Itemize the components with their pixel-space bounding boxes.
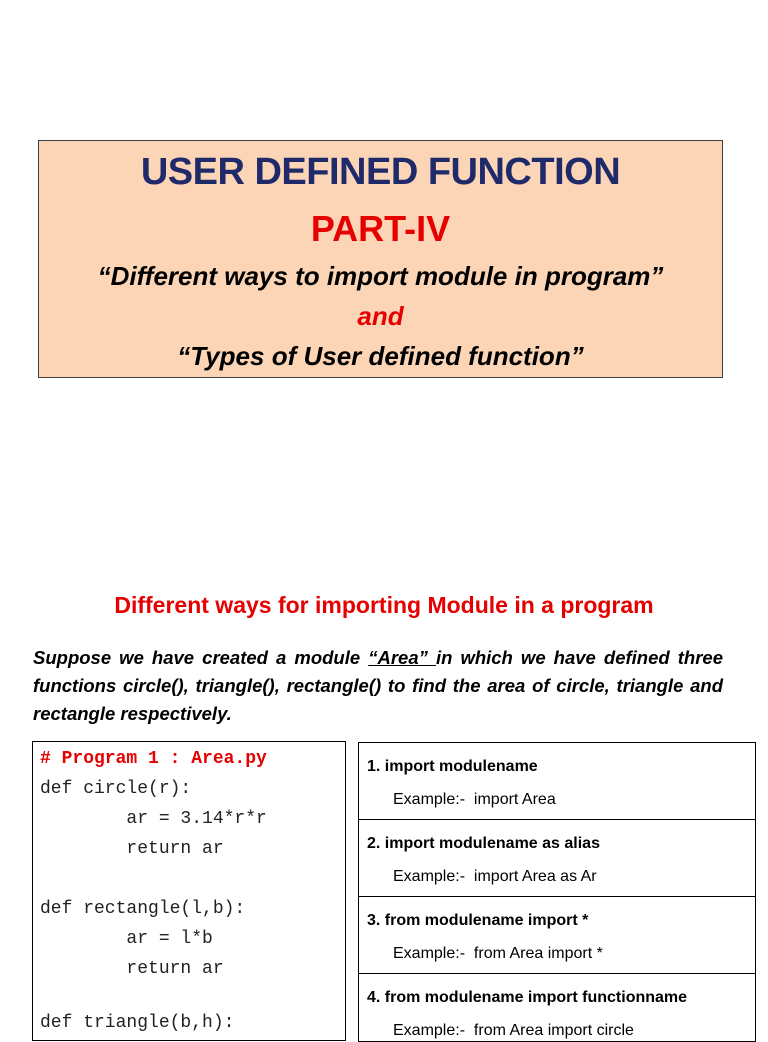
import-method-item xyxy=(359,897,755,974)
subtitle-and: and xyxy=(357,301,404,331)
import-method-title: 2. import modulename as alias xyxy=(367,835,600,852)
import-method-item xyxy=(359,820,755,897)
import-method-example: Example:- from Area import * xyxy=(393,945,603,962)
code-line: ar = 3.14*r*r xyxy=(40,809,267,829)
code-line: ar = l*b xyxy=(40,929,213,949)
code-line: def circle(r): xyxy=(40,779,192,799)
section-heading: Different ways for importing Module in a program xyxy=(114,592,654,618)
code-line: return ar xyxy=(40,839,224,859)
subtitle-import-module: “Different ways to import module in program” xyxy=(97,261,664,291)
intro-module-name: “Area” xyxy=(368,647,436,668)
code-line: def triangle(b,h): xyxy=(40,1013,235,1033)
import-method-item xyxy=(359,974,755,1042)
subtitle-types-of-function: “Types of User defined function” xyxy=(177,341,584,371)
intro-text-end: in which we have defined three functions circle(), triangle(), rectangle() to find the area of circle, triangle and rectangle respectively. xyxy=(33,647,723,724)
import-method-item xyxy=(359,743,755,820)
import-methods-list xyxy=(358,742,756,1042)
import-method-title: 1. import modulename xyxy=(367,758,538,775)
import-method-title: 4. from modulename import functionname xyxy=(367,989,688,1006)
main-title: USER DEFINED FUNCTION xyxy=(140,151,621,193)
code-listing-box xyxy=(32,741,346,1041)
import-method-example: Example:- import Area as Ar xyxy=(393,868,597,885)
intro-paragraph xyxy=(33,644,723,728)
import-method-title: 3. from modulename import * xyxy=(367,912,589,929)
intro-text-start: Suppose we have created a module xyxy=(33,647,369,668)
part-label: PART-IV xyxy=(310,208,451,249)
import-method-example: Example:- import Area xyxy=(393,791,556,808)
import-method-example: Example:- from Area import circle xyxy=(393,1022,634,1039)
code-comment-line: # Program 1 : Area.py xyxy=(40,749,267,769)
code-line: return ar xyxy=(40,959,224,979)
code-line: def rectangle(l,b): xyxy=(40,899,246,919)
title-box xyxy=(38,140,723,378)
